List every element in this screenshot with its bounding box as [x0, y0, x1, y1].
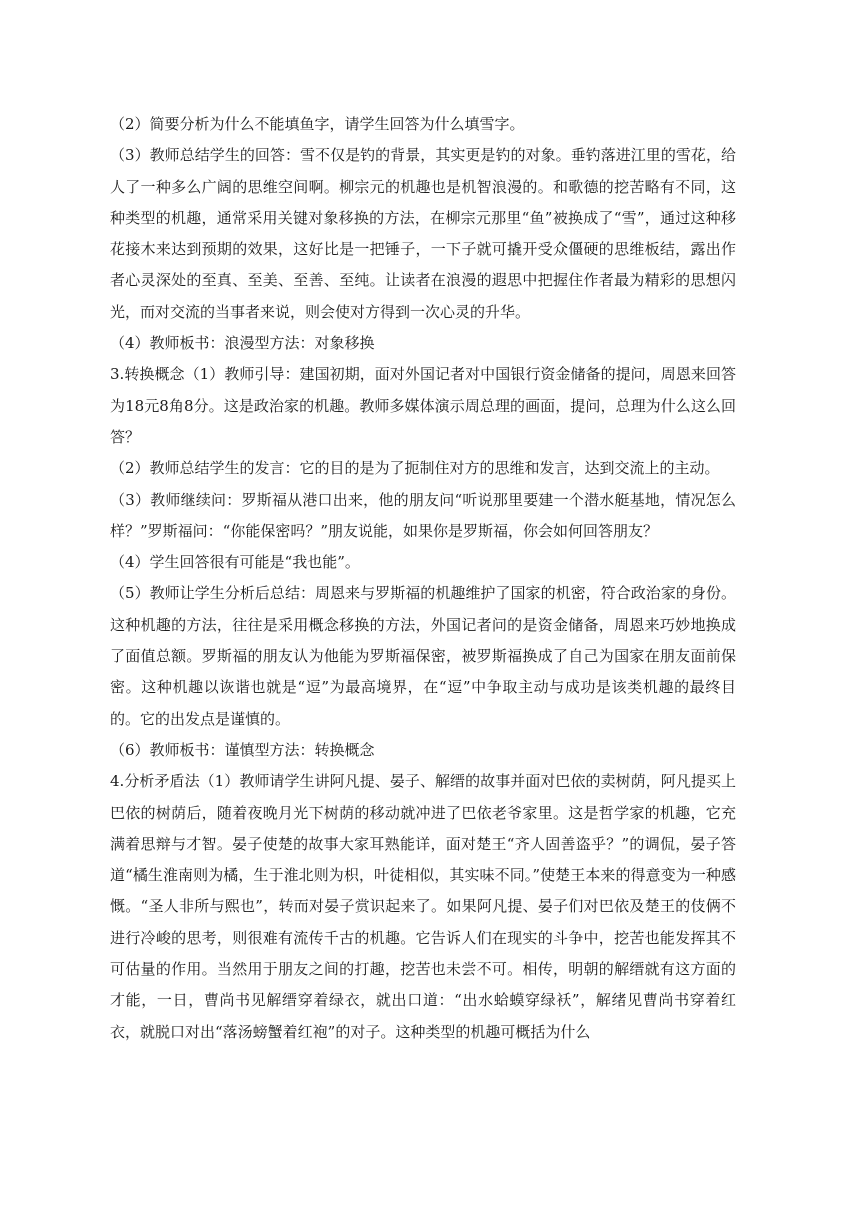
document-page	[110, 109, 736, 1048]
paragraph-step-2: （2）简要分析为什么不能填鱼字，请学生回答为什么填雪字。	[110, 115, 525, 133]
paragraph-section-3-step-2: （2）教师总结学生的发言：它的目的是为了扼制住对方的思维和发言，达到交流上的主动。	[110, 459, 720, 478]
paragraph-step-3-summary: （3）教师总结学生的回答：雪不仅是钓的背景，其实更是钓的对象。垂钓落进江里的雪花，给人了一种多么广阔的思维空间啊。柳宗元的机趣也是机智浪漫的。和歌德的挖苦略有不同，这种类型的机趣，通常采用关键对象移换的方法，在柳宗元那里“鱼”被换成了“雪”，通过这种移花接木来达到预期的效果，这好比是一把锤子，一下子就可撬开受众僵硬的思维板结，露出作者心灵深处的至真、至美、至善、至纯。让读者在浪漫的遐思中把握住作者最为精彩的思想闪光，而对交流的当事者来说，则会使对方得到一次心灵的升华。	[110, 146, 736, 321]
paragraph-section-4-intro: 4.分析矛盾法（1）教师请学生讲阿凡提、晏子、解缙的故事并面对巴依的卖树荫，阿凡提买上巴依的树荫后，随着夜晚月光下树荫的移动就冲进了巴依老爷家里。这是哲学家的机趣，它充满着思辩与才智。晏子使楚的故事大家耳熟能详，面对楚王“齐人固善盗乎？”的调侃，晏子答道“橘生淮南则为橘，生于淮北则为枳，叶徒相似，其实味不同。”使楚王本来的得意变为一种感慨。“圣人非所与熙也”，转而对晏子赏识起来了。如果阿凡提、晏子们对巴依及楚王的伎俩不进行冷峻的思考，则很难有流传千古的机趣。它告诉人们在现实的斗争中，挖苦也能发挥其不可估量的作用。当然用于朋友之间的打趣，挖苦也未尝不可。相传，明朝的解缙就有这方面的才能，一日，曹尚书见解缙穿着绿衣，就出口道：“出水蛤蟆穿绿袄”，解绪见曹尚书穿着红衣，就脱口对出“落汤螃蟹着红袍”的对子。这种类型的机趣可概括为什么	[110, 772, 736, 1041]
paragraph-section-3-intro: 3.转换概念（1）教师引导：建国初期，面对外国记者对中国银行资金储备的提问，周恩来回答为18元8角8分。这是政治家的机趣。教师多媒体演示周总理的画面，提问，总理为什么这么回答？	[110, 365, 736, 446]
paragraph-step-4-board: （4）教师板书：浪漫型方法：对象移换	[110, 334, 375, 353]
paragraph-section-3-step-5: （5）教师让学生分析后总结：周恩来与罗斯福的机趣维护了国家的机密，符合政治家的身份。这种机趣的方法，往往是采用概念移换的方法，外国记者问的是资金储备，周恩来巧妙地换成了面值总额。罗斯福的朋友认为他能为罗斯福保密，被罗斯福换成了自己为国家在朋友面前保密。这种机趣以诙谐也就是“逗”为最高境界，在“逗”中争取主动与成功是该类机趣的最终目的。它的出发点是谨慎的。	[110, 584, 736, 728]
paragraph-section-3-step-6: （6）教师板书：谨慎型方法：转换概念	[110, 740, 375, 759]
paragraph-section-3-step-3: （3）教师继续问：罗斯福从港口出来，他的朋友问“听说那里要建一个潜水艇基地，情况怎么样？”罗斯福问：“你能保密吗？”朋友说能，如果你是罗斯福，你会如何回答朋友？	[110, 490, 736, 540]
paragraph-section-3-step-4: （4）学生回答很有可能是“我也能”。	[110, 553, 360, 572]
